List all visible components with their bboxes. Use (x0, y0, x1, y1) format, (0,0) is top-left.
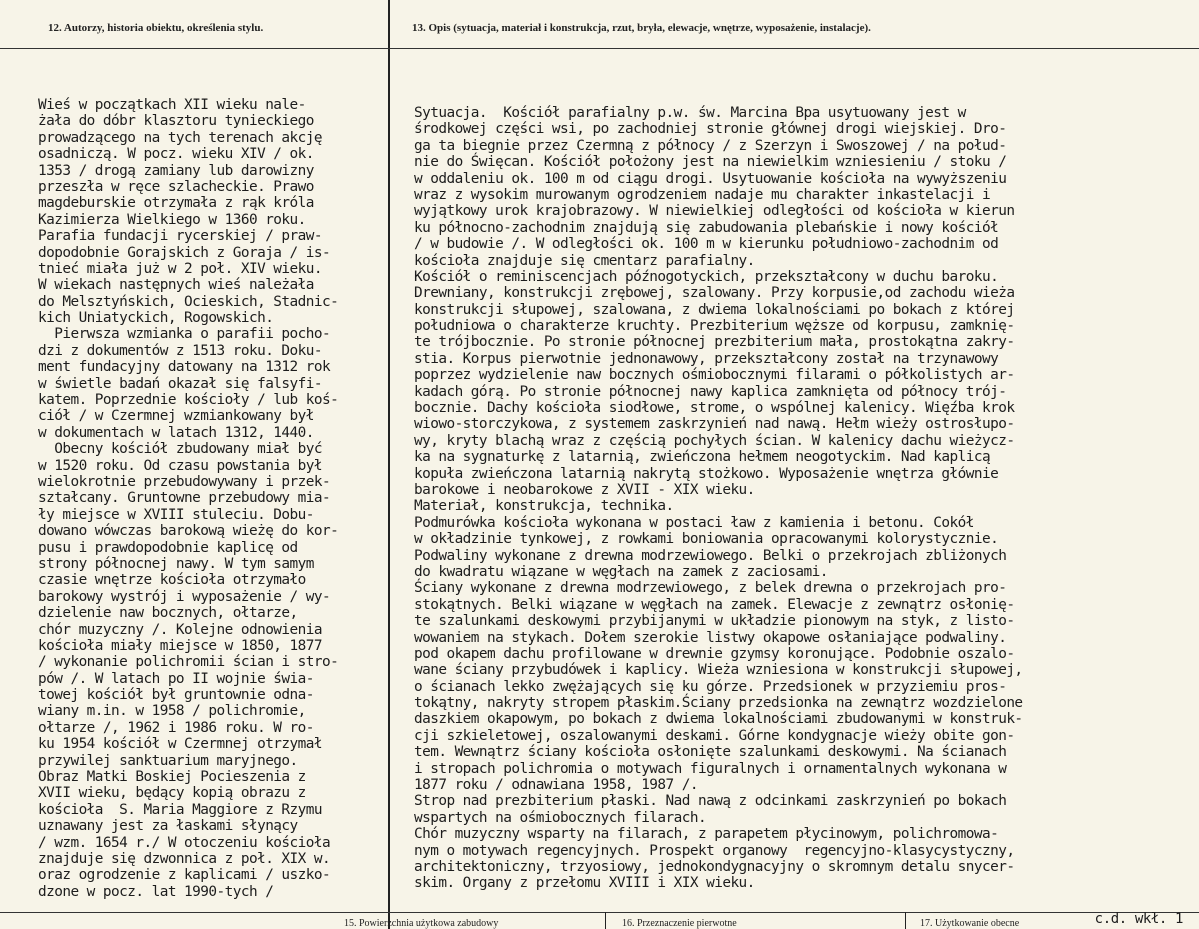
text-line: w dokumentach w latach 1312, 1440. (38, 424, 314, 441)
continuation-code: c.d. wkł. 1 (1094, 911, 1183, 927)
text-line: strony północnej nawy. W tym samym (38, 555, 314, 572)
text-line: ment fundacyjny datowany na 1312 rok (38, 359, 331, 376)
text-line: Wieś w początkach XII wieku nale- (38, 97, 306, 113)
description-text (414, 105, 1023, 892)
text-line: kościoła znajduje się cmentarz parafialny. (414, 252, 755, 269)
text-line: przeszła w ręce szlacheckie. Prawo (38, 178, 314, 195)
bottom-rule (0, 912, 1199, 913)
text-line: architektoniczny, trzyosiowy, jednokondygnacyjny o skromnym detalu snycer- (414, 858, 1015, 875)
text-line: towej kościół był gruntownie odna- (38, 687, 314, 704)
text-line: Materiał, konstrukcja, technika. (414, 498, 674, 515)
column-divider (388, 0, 390, 929)
text-line: XVII wieku, będący kopią obrazu z (38, 785, 306, 802)
text-line: W wiekach następnych wieś należała (38, 277, 314, 294)
text-line: ciół / w Czermnej wzmiankowany był (38, 408, 314, 425)
text-line: ka na sygnaturkę z latarnią, zwieńczona hełmem neogotyckim. Nad kaplicą (414, 449, 991, 466)
field-15-label: 15. Powierzchnia użytkowa zabudowy (344, 918, 499, 929)
header-rule (0, 48, 1199, 49)
text-line: Ściany wykonane z drewna modrzewiowego, z belek drewna o przekrojach pro- (414, 580, 1007, 597)
text-line: nie do Święcan. Kościół położony jest na niewielkim wzniesieniu / stoku / (414, 154, 1007, 171)
text-line: stia. Korpus pierwotnie jednonawowy, przekształcony został na trzynawowy (414, 350, 999, 367)
text-line: kich Uniatyckich, Rogowskich. (38, 310, 274, 327)
text-line: barokowy wystrój i wyposażenie / wy- (38, 588, 331, 605)
text-line: / w budowie /. W odległości ok. 100 m w kierunku południowo-zachodnim od (414, 236, 999, 253)
text-line: / wykonanie polichromii ścian i stro- (38, 654, 339, 671)
text-line: cji szkieletowej, oszalowanymi deskami. Górne kondygnacje wieży obite gon- (414, 727, 1015, 744)
text-line: chór muzyczny /. Kolejne odnowienia (38, 621, 322, 638)
text-line: dopodobnie Gorajskich z Goraja / is- (38, 244, 331, 261)
text-line: ły miejsce w XVIII stuleciu. Dobu- (38, 506, 314, 523)
text-line: kadach górą. Po stronie północnej nawy kaplica zamknięta od północy trój- (414, 383, 1007, 400)
text-line: osadniczą. W pocz. wieku XIV / ok. (38, 146, 314, 163)
text-line: 1877 roku / odnawiana 1958, 1987 /. (414, 777, 698, 794)
field-13-header: 13. Opis (sytuacja, materiał i konstrukcja, rzut, bryła, elewacje, wnętrze, wyposażenie, instalacje). (412, 22, 871, 34)
text-line: ku 1954 kościół w Czermnej otrzymał (38, 736, 322, 753)
text-line: Obraz Matki Boskiej Pocieszenia z (38, 769, 306, 786)
text-line: kościoła S. Maria Maggiore z Rzymu (38, 801, 322, 818)
text-line: uznawany jest za łaskami słynący (38, 818, 298, 835)
text-line: konstrukcji słupowej, szalowana, z dwiema lokalnościami po bokach z której (414, 301, 1015, 318)
text-line: w 1520 roku. Od czasu powstania był (38, 457, 322, 474)
text-line: dowano wówczas barokową wieżę do kor- (38, 523, 339, 540)
text-line: ga ta biegnie przez Czermną z północy / z Szerzyn i Swoszowej / na połud- (414, 137, 1007, 154)
text-line: daszkiem okapowym, po bokach z dwiema lokalnościami zbudowanymi w konstruk- (414, 711, 1023, 728)
text-line: kopuła zwieńczona latarnią nakrytą stożkowo. Wyposażenie wnętrza głównie (414, 465, 999, 482)
text-line: tem. Wewnątrz ściany kościoła osłonięte szalunkami deskowymi. Na ścianach (414, 744, 1007, 761)
text-line: południowa o charakterze kruchty. Prezbiterium węższe od korpusu, zamknię- (414, 318, 1015, 335)
text-line: wraz z wysokim murowanym ogrodzeniem nadaje mu charakter inkastelacji i (414, 186, 991, 203)
text-line: te szalunkami deskowymi przybijanymi w układzie pionowym na styk, z listo- (414, 613, 1015, 630)
text-line: stokątnych. Belki wiązane w węgłach na zamek. Elewacje z zewnątrz osłonię- (414, 596, 1015, 613)
text-line: bocznie. Dachy kościoła siodłowe, strome, o wspólnej kalenicy. Więźba krok (414, 400, 1015, 417)
text-line: nym o motywach regencyjnych. Prospekt organowy regencyjno-klasycystyczny, (414, 842, 1015, 859)
text-line: do kwadratu wiązane w węgłach na zamek z zaciosami. (414, 563, 828, 580)
text-line: w świetle badań okazał się falsyfi- (38, 375, 322, 392)
text-line: skim. Organy z przełomu XVIII i XIX wieku. (414, 875, 755, 892)
text-line: czasie wnętrze kościoła otrzymało (38, 572, 306, 589)
text-line: dzi z dokumentów z 1513 roku. Doku- (38, 342, 322, 359)
text-line: te trójbocznie. Po stronie północnej prezbiterium mała, prostokątna zakry- (414, 334, 1015, 351)
text-line: dzone w pocz. lat 1990-tych / (38, 883, 274, 900)
text-line: wiany m.in. w 1958 / polichromie, (38, 703, 306, 720)
text-line: oraz ogrodzenie z kaplicami / uszko- (38, 867, 331, 884)
text-line: do Melsztyńskich, Ocieskich, Stadnic- (38, 293, 339, 310)
text-line: Strop nad prezbiterium płaski. Nad nawą z odcinkami zaskrzynień po bokach (414, 793, 1007, 810)
text-line: wy, kryty blachą wraz z częścią pochyłych ścian. W kalenicy dachu wieżycz- (414, 432, 1015, 449)
text-line: magdeburskie otrzymała z rąk króla (38, 195, 314, 212)
text-line: Podwaliny wykonane z drewna modrzewiowego. Belki o przekrojach zbliżonych (414, 547, 1007, 564)
field-16-label: 16. Przeznaczenie pierwotne (622, 918, 737, 929)
text-line: znajduje się dzwonnica z poł. XIX w. (38, 850, 331, 867)
text-line: wowaniem na stykach. Dołem szerokie listwy okapowe osłaniające podwaliny. (414, 629, 1007, 646)
text-line: Kościół o reminiscencjach późnogotyckich, przekształcony w duchu baroku. (414, 268, 999, 285)
text-line: wspartych na ośmiobocznych filarach. (414, 809, 707, 826)
text-line: tokątny, nakryty stropem płaskim.Ściany przedsionka na zewnątrz wozdzielone (414, 695, 1023, 712)
text-line: ształcany. Gruntowne przebudowy mia- (38, 490, 331, 507)
text-line: Kazimierza Wielkiego w 1360 roku. (38, 211, 306, 228)
text-line: dzielenie naw bocznych, ołtarze, (38, 605, 298, 622)
text-line: wiowo-storczykowa, z systemem zaskrzynień nad nawą. Hełm wieży ostrosłupo- (414, 416, 1015, 433)
field-12-header: 12. Autorzy, historia obiektu, określenia stylu. (48, 22, 264, 34)
text-line: wane ściany przybudówek i kaplicy. Wieża wzniesiona w konstrukcji słupowej, (414, 662, 1023, 679)
text-line: Pierwsza wzmianka o parafii pocho- (38, 326, 331, 343)
text-line: ołtarze /, 1962 i 1986 roku. W ro- (38, 719, 314, 736)
text-line: Podmurówka kościoła wykonana w postaci ław z kamienia i betonu. Cokół (414, 514, 974, 531)
text-line: ku północno-zachodnim znajdują się zabudowania plebańskie i nowy kościół (414, 219, 999, 236)
text-line: tnieć miała już w 2 poł. XIV wieku. (38, 260, 322, 277)
text-line: wyjątkowy urok krajobrazowy. W niewielkiej odległości od kościoła w kierun (414, 203, 1015, 220)
text-line: żała do dóbr klasztoru tynieckiego (38, 113, 314, 130)
text-line: barokowe i neobarokowe z XVII - XIX wieku. (414, 481, 755, 498)
text-line: Sytuacja. Kościół parafialny p.w. św. Marcina Bpa usytuowany jest w (414, 105, 966, 121)
text-line: pów /. W latach po II wojnie świa- (38, 670, 314, 687)
text-line: w okładzinie tynkowej, z rowkami boniowania opracowanymi kolorystycznie. (414, 531, 999, 548)
text-line: o ścianach lekko zwężających się ku górze. Przedsionek w przyziemiu pros- (414, 678, 1007, 695)
text-line: pusu i prawdopodobnie kaplicę od (38, 539, 298, 556)
text-line: katem. Poprzednie kościoły / lub koś- (38, 392, 339, 409)
text-line: pod okapem dachu profilowane w drewnie gzymsy koronujące. Podobnie oszalo- (414, 645, 1015, 662)
text-line: kościoła miały miejsce w 1850, 1877 (38, 637, 322, 654)
text-line: przywilej sanktuarium maryjnego. (38, 752, 298, 769)
bottom-divider-1 (605, 912, 606, 929)
text-line: Obecny kościół zbudowany miał być (38, 441, 322, 458)
text-line: Drewniany, konstrukcji zrębowej, szalowany. Przy korpusie,od zachodu wieża (414, 285, 1015, 302)
text-line: w oddaleniu ok. 100 m od ciągu drogi. Usytuowanie kościoła na wywyższeniu (414, 170, 1007, 187)
text-line: prowadzącego na tych terenach akcję (38, 129, 322, 146)
text-line: / wzm. 1654 r./ W otoczeniu kościoła (38, 834, 331, 851)
history-text (38, 97, 338, 900)
bottom-divider-2 (905, 912, 906, 929)
text-line: Chór muzyczny wsparty na filarach, z parapetem płycinowym, polichromowa- (414, 826, 999, 843)
text-line: 1353 / drogą zamiany lub darowizny (38, 162, 314, 179)
text-line: Parafia fundacji rycerskiej / praw- (38, 228, 322, 245)
text-line: wielokrotnie przebudowywany i przek- (38, 473, 331, 490)
text-line: i stropach polichromia o motywach figuralnych i ornamentalnych wykonana w (414, 760, 1007, 777)
text-line: poprzez wydzielenie naw bocznych ośmiobocznymi filarami o półkolistych ar- (414, 367, 1015, 384)
text-line: środkowej części wsi, po zachodniej stronie głównej drogi wiejskiej. Dro- (414, 121, 1007, 138)
field-17-label: 17. Użytkowanie obecne (920, 918, 1020, 929)
